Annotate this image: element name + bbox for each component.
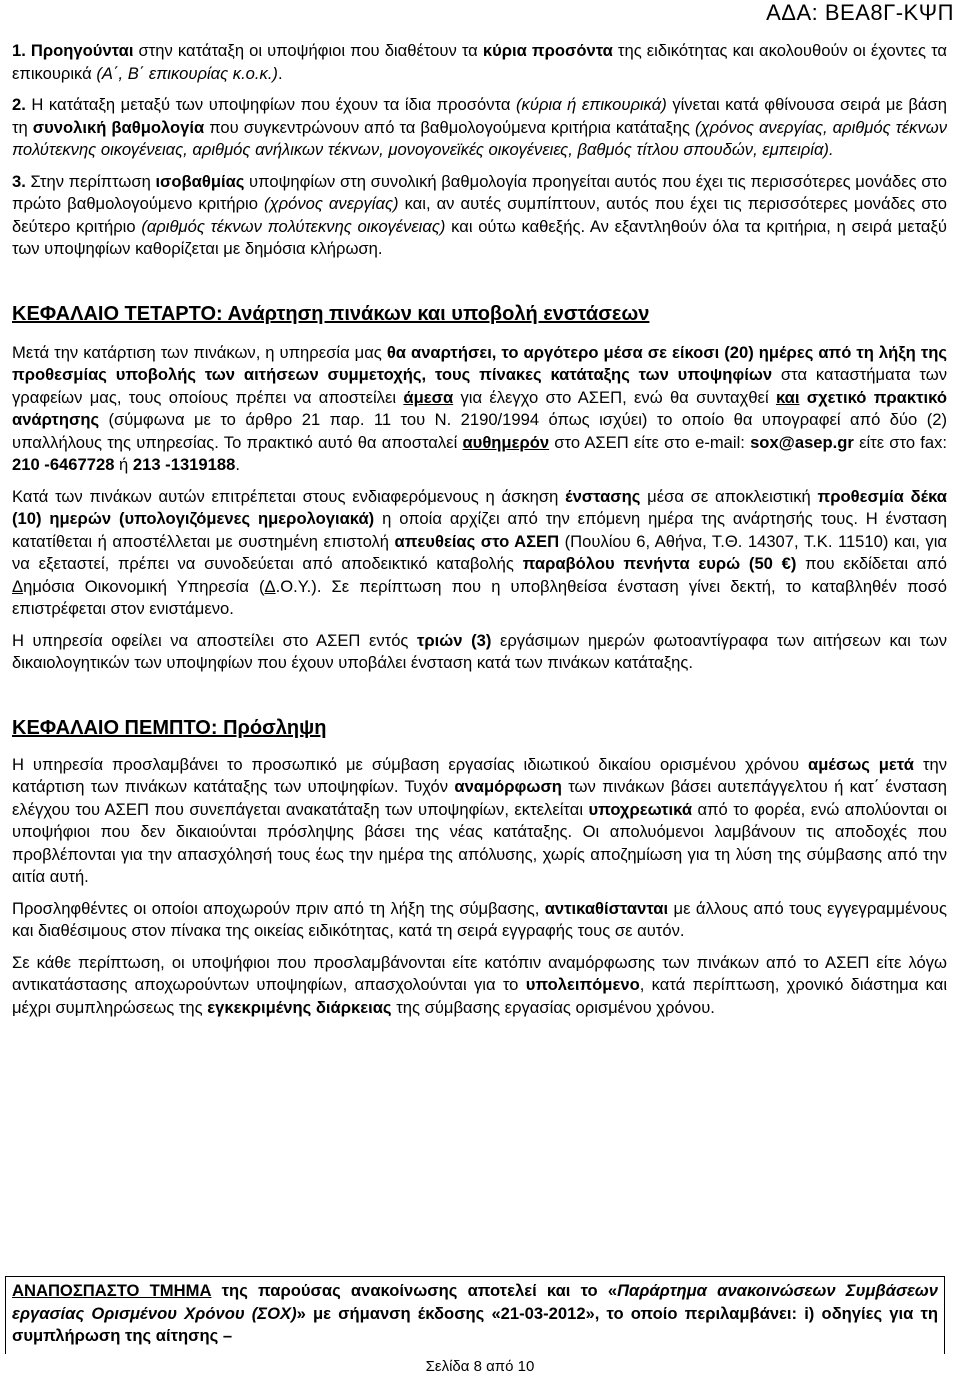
criterion-2: 2. Η κατάταξη μεταξύ των υποψηφίων που έχουν τα ίδια προσόντα (κύρια ή επικουρικά) γίνεται κατά φθίνουσα σειρά με βάση τη συνολική βαθμολογία που συγκεντρώνουν από τα βαθμολογούμενα κριτήρια κατάταξης (χρόνος ανεργίας, αριθμός τέκνων πολύτεκνης οικογένειας, αριθμός ανήλικων τέκνων, μονογονεϊκές οικογένειες, βαθμός τίτλου σπουδών, εμπειρία). bbox=[12, 95, 947, 159]
criterion-1: 1. Προηγούνται στην κατάταξη οι υποψήφιοι που διαθέτουν τα κύρια προσόντα της ειδικότητας και ακολουθούν οι έχοντες τα επικουρικά (Α΄, Β΄ επικουρίας κ.ο.κ.). bbox=[12, 41, 947, 83]
document-body bbox=[12, 40, 947, 1019]
annex-notice-box bbox=[5, 1276, 945, 1354]
annex-notice-text: ΑΝΑΠΟΣΠΑΣΤΟ ΤΜΗΜΑ της παρούσας ανακοίνωσης αποτελεί και το «Παράρτημα ανακοινώσεων Συμβάσεων εργασίας Ορισμένου Χρόνου (ΣΟΧ)» με σήμανση έκδοσης «21-03-2012», το οποίο περιλαμβάνει: i) οδηγίες για τη συμπλήρωση της αίτησης – bbox=[12, 1281, 939, 1345]
chapter-5-paragraph: Η υπηρεσία προσλαμβάνει το προσωπικό με σύμβαση εργασίας ιδιωτικού δικαίου ορισμένου χρόνου αμέσως μετά την κατάρτιση των πινάκων κατάταξης των υποψηφίων. Τυχόν αναμόρφωση των πινάκων βάσει αυτεπάγγελτου ή κατ΄ ένσταση ελέγχου του ΑΣΕΠ που συνεπάγεται ανακατάταξη των υποψηφίων, εκτελείται υποχρεωτικά από το φορέα, ενώ απολύονται οι υποψήφιοι που δεν δικαιούνται πρόσληψης βάσει της νέας κατάταξης. Οι απολυόμενοι λαμβάνουν τις αποδοχές που προβλέπονται για την απασχόλησή τους έως την ημέρα της απόλυσης, χωρίς αποζημίωση για τη λύση της σύμβασης από την αιτία αυτή. bbox=[12, 754, 947, 886]
chapter-5-paragraph: Προσληφθέντες οι οποίοι αποχωρούν πριν από τη λήξη της σύμβασης, αντικαθίστανται με άλλους από τους εγγεγραμμένους και διαθέσιμους στον πίνακα της οικείας ειδικότητας, κατά τη σειρά εγγραφής τους σε αυτόν. bbox=[12, 898, 947, 940]
chapter-5-paragraph: Σε κάθε περίπτωση, οι υποψήφιοι που προσλαμβάνονται είτε κατόπιν αναμόρφωσης των πινάκων από το ΑΣΕΠ είτε λόγω αντικατάστασης αποχωρούντων υποψηφίων, απασχολούνται για το υπολειπόμενο, κατά περίπτωση, χρονικό διάστημα και μέχρι συμπληρώσεως της εγκεκριμένης διάρκειας της σύμβασης εργασίας ορισμένου χρόνου. bbox=[12, 952, 948, 1017]
chapter-4-paragraph: Κατά των πινάκων αυτών επιτρέπεται στους ενδιαφερόμενους η άσκηση ένστασης μέσα σε αποκλειστική προθεσμία δέκα (10) ημερών (υπολογιζόμενες ημερολογιακά) η οποία αρχίζει από την επόμενη ημέρα της ανάρτησής τους. Η ένσταση κατατίθεται ή αποστέλλεται με συστημένη επιστολή απευθείας στο ΑΣΕΠ (Πουλίου 6, Αθήνα, Τ.Θ. 14307, Τ.Κ. 11510) και, για να εξεταστεί, πρέπει να συνοδεύεται από αποδεικτικό καταβολής παραβόλου πενήντα ευρώ (50 €) που εκδίδεται από Δημόσια Οικονομική Υπηρεσία (Δ.Ο.Υ.). Σε περίπτωση που η υποβληθείσα ένσταση γίνει δεκτή, το καταβληθέν ποσό επιστρέφεται στον ενιστάμενο. bbox=[12, 486, 947, 618]
criterion-3: 3. Στην περίπτωση ισοβαθμίας υποψηφίων στη συνολική βαθμολογία προηγείται αυτός που έχει τις περισσότερες μονάδες στο πρώτο βαθμολογούμενο κριτήριο (χρόνος ανεργίας) και, αν αυτές συμπίπτουν, αυτός που έχει τις περισσότερες μονάδες στο δεύτερο κριτήριο (αριθμός τέκνων πολύτεκνης οικογένειας) και ούτω καθεξής. Αν εξαντληθούν όλα τα κριτήρια, η σειρά μεταξύ των υποψηφίων καθορίζεται με δημόσια κλήρωση. bbox=[12, 171, 948, 258]
page-number: Σελίδα 8 από 10 bbox=[425, 1358, 535, 1375]
chapter-4-paragraph: Η υπηρεσία οφείλει να αποστείλει στο ΑΣΕΠ εντός τριών (3) εργάσιμων ημερών φωτοαντίγραφα των αιτήσεων και των δικαιολογητικών των υποψηφίων που έχουν υποβάλει ένσταση κατά των πινάκων κατάταξης. bbox=[12, 630, 948, 672]
ada-code: ΑΔΑ: ΒΕΑ8Γ-ΚΨΠ bbox=[766, 0, 954, 25]
chapter-4-paragraph: Μετά την κατάρτιση των πινάκων, η υπηρεσία μας θα αναρτήσει, το αργότερο μέσα σε είκοσι (20) ημέρες από τη λήξη της προθεσμίας υποβολής των αιτήσεων συμμετοχής, τους πίνακες κατάταξης των υποψηφίων στα καταστήματα των γραφείων μας, τους οποίους πρέπει να αποστείλει άμεσα για έλεγχο στο ΑΣΕΠ, ενώ θα συνταχθεί και σχετικό πρακτικό ανάρτησης (σύμφωνα με το άρθρο 21 παρ. 11 του Ν. 2190/1994 όπως ισχύει) το οποίο θα υπογραφεί από δύο (2) υπαλλήλους της υπηρεσίας. Το πρακτικό αυτό θα αποσταλεί αυθημερόν στο ΑΣΕΠ είτε στο e-mail: sox@asep.gr είτε στο fax: 210 -6467728 ή 213 -1319188. bbox=[12, 342, 948, 474]
chapter-4-heading: ΚΕΦΑΛΑΙΟ ΤΕΤΑΡΤΟ: Ανάρτηση πινάκων και υποβολή ενστάσεων bbox=[12, 302, 650, 325]
chapter-5-heading: ΚΕΦΑΛΑΙΟ ΠΕΜΠΤΟ: Πρόσληψη bbox=[12, 716, 327, 739]
